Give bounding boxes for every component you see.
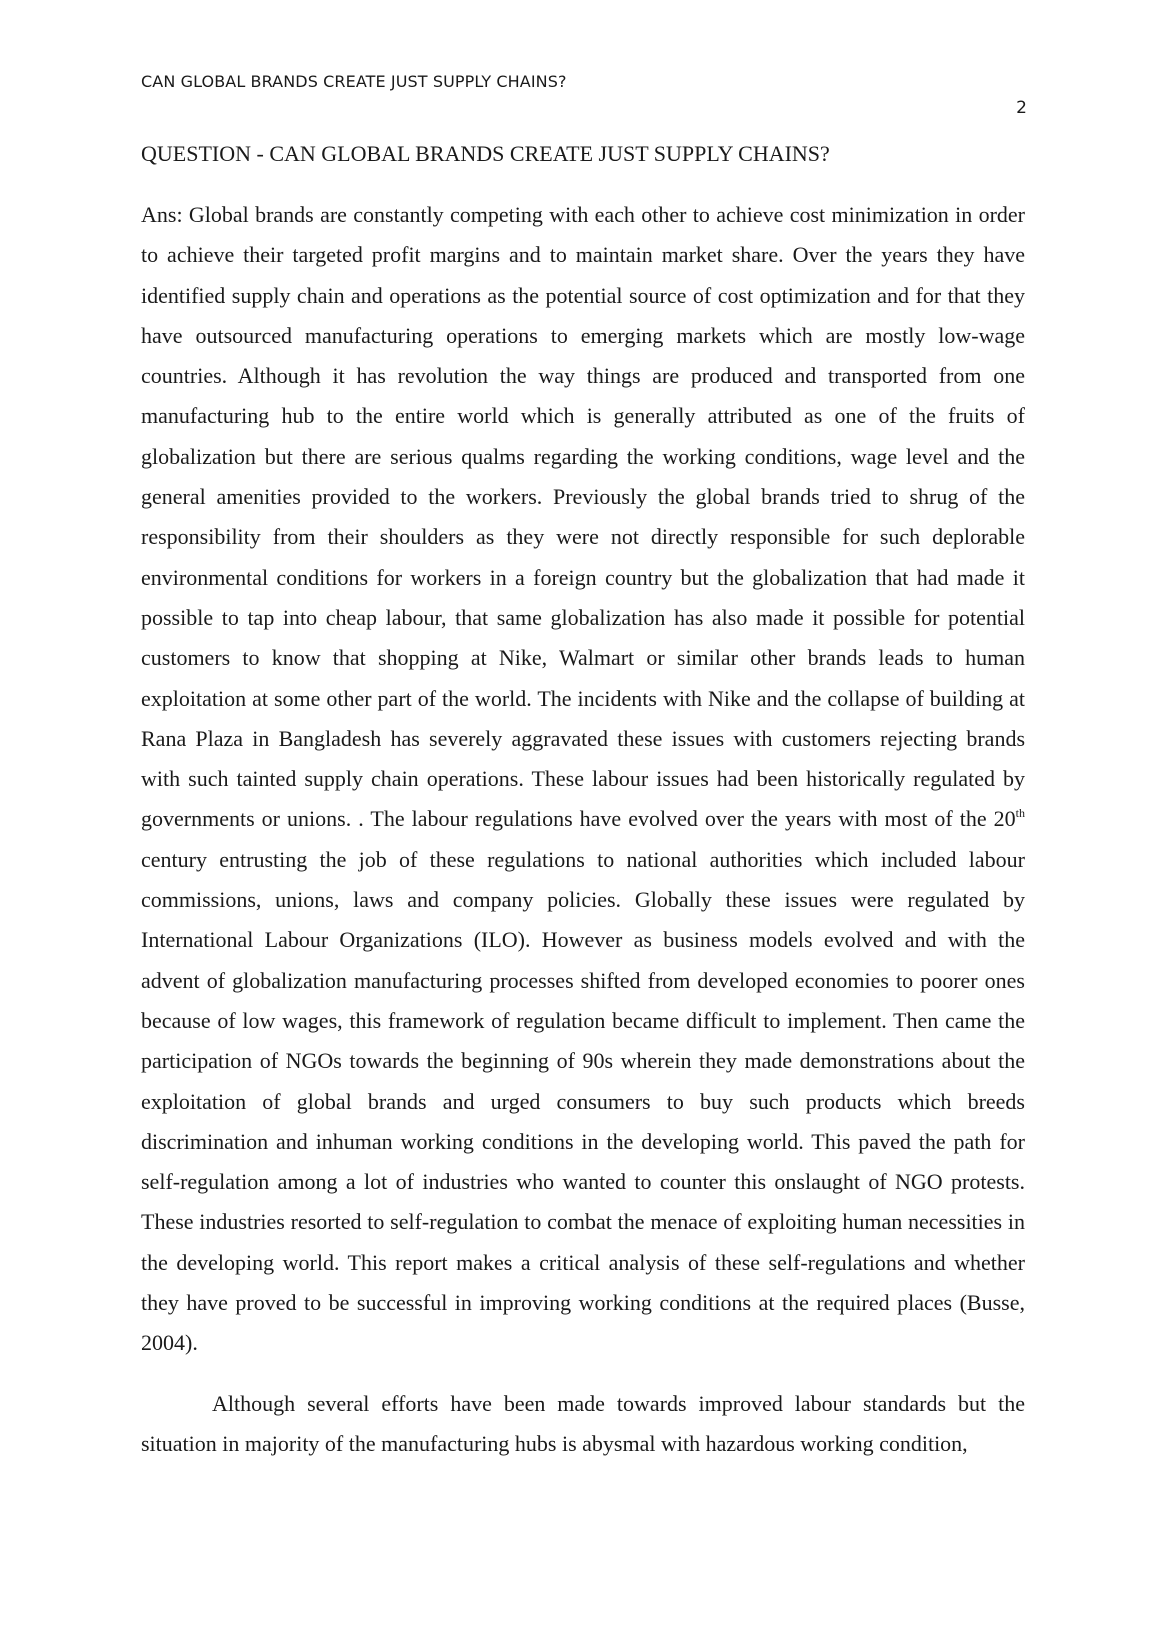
paragraph-1-text-a: Ans: Global brands are constantly competing with each other to achieve cost minimization in order to achieve their targeted profit margins and to maintain market share. Over the years they have identified supply chain and operations as the potential source of cost optimization and for that they have outsourced manufacturing operations to emerging markets which are mostly low-wage countries. Although it has revolution the way things are produced and transported from one manufacturing hub to the entire world which is generally attributed as one of the fruits of globalization but there are serious qualms regarding the working conditions, wage level and the general amenities provided to the workers. Previously the global brands tried to shrug of the responsibility from their shoulders as they were not directly responsible for such deplorable environmental conditions for workers in a foreign country but the globalization that had made it possible to tap into cheap labour, that same globalization has also made it possible for potential customers to know that shopping at Nike, Walmart or similar other brands leads to human exploitation at some other part of the world. The incidents with Nike and the collapse of building at Rana Plaza in Bangladesh has severely aggravated these issues with customers rejecting brands with such tainted supply chain operations. These labour issues had been historically regulated by governments or unions. . The labour regulations have evolved over the years with most of the 20 [141,202,1025,832]
question-heading: QUESTION - CAN GLOBAL BRANDS CREATE JUST SUPPLY CHAINS? [141,141,830,166]
paragraph-1 [141,195,1025,1364]
paragraph-2: Although several efforts have been made towards improved labour standards but the situation in majority of the manufacturing hubs is abysmal with hazardous working condition, [141,1390,1025,1456]
page-number: 2 [1016,98,1027,118]
ordinal-superscript: th [1015,806,1025,821]
running-head: CAN GLOBAL BRANDS CREATE JUST SUPPLY CHAINS? [141,72,567,91]
paragraph-1-text-b: century entrusting the job of these regulations to national authorities which included labour commissions, unions, laws and company policies. Globally these issues were regulated by International Labour Organizations (ILO). However as business models evolved and with the advent of globalization manufacturing processes shifted from developed economies to poorer ones because of low wages, this framework of regulation became difficult to implement. Then came the participation of NGOs towards the beginning of 90s wherein they made demonstrations about the exploitation of global brands and urged consumers to buy such products which breeds discrimination and inhuman working conditions in the developing world. This paved the path for self-regulation among a lot of industries who wanted to counter this onslaught of NGO protests. These industries resorted to self-regulation to combat the menace of exploiting human necessities in the developing world. This report makes a critical analysis of these self-regulations and whether they have proved to be successful in improving working conditions at the required places (Busse, 2004). [141,846,1025,1356]
body-text [141,195,1025,1464]
